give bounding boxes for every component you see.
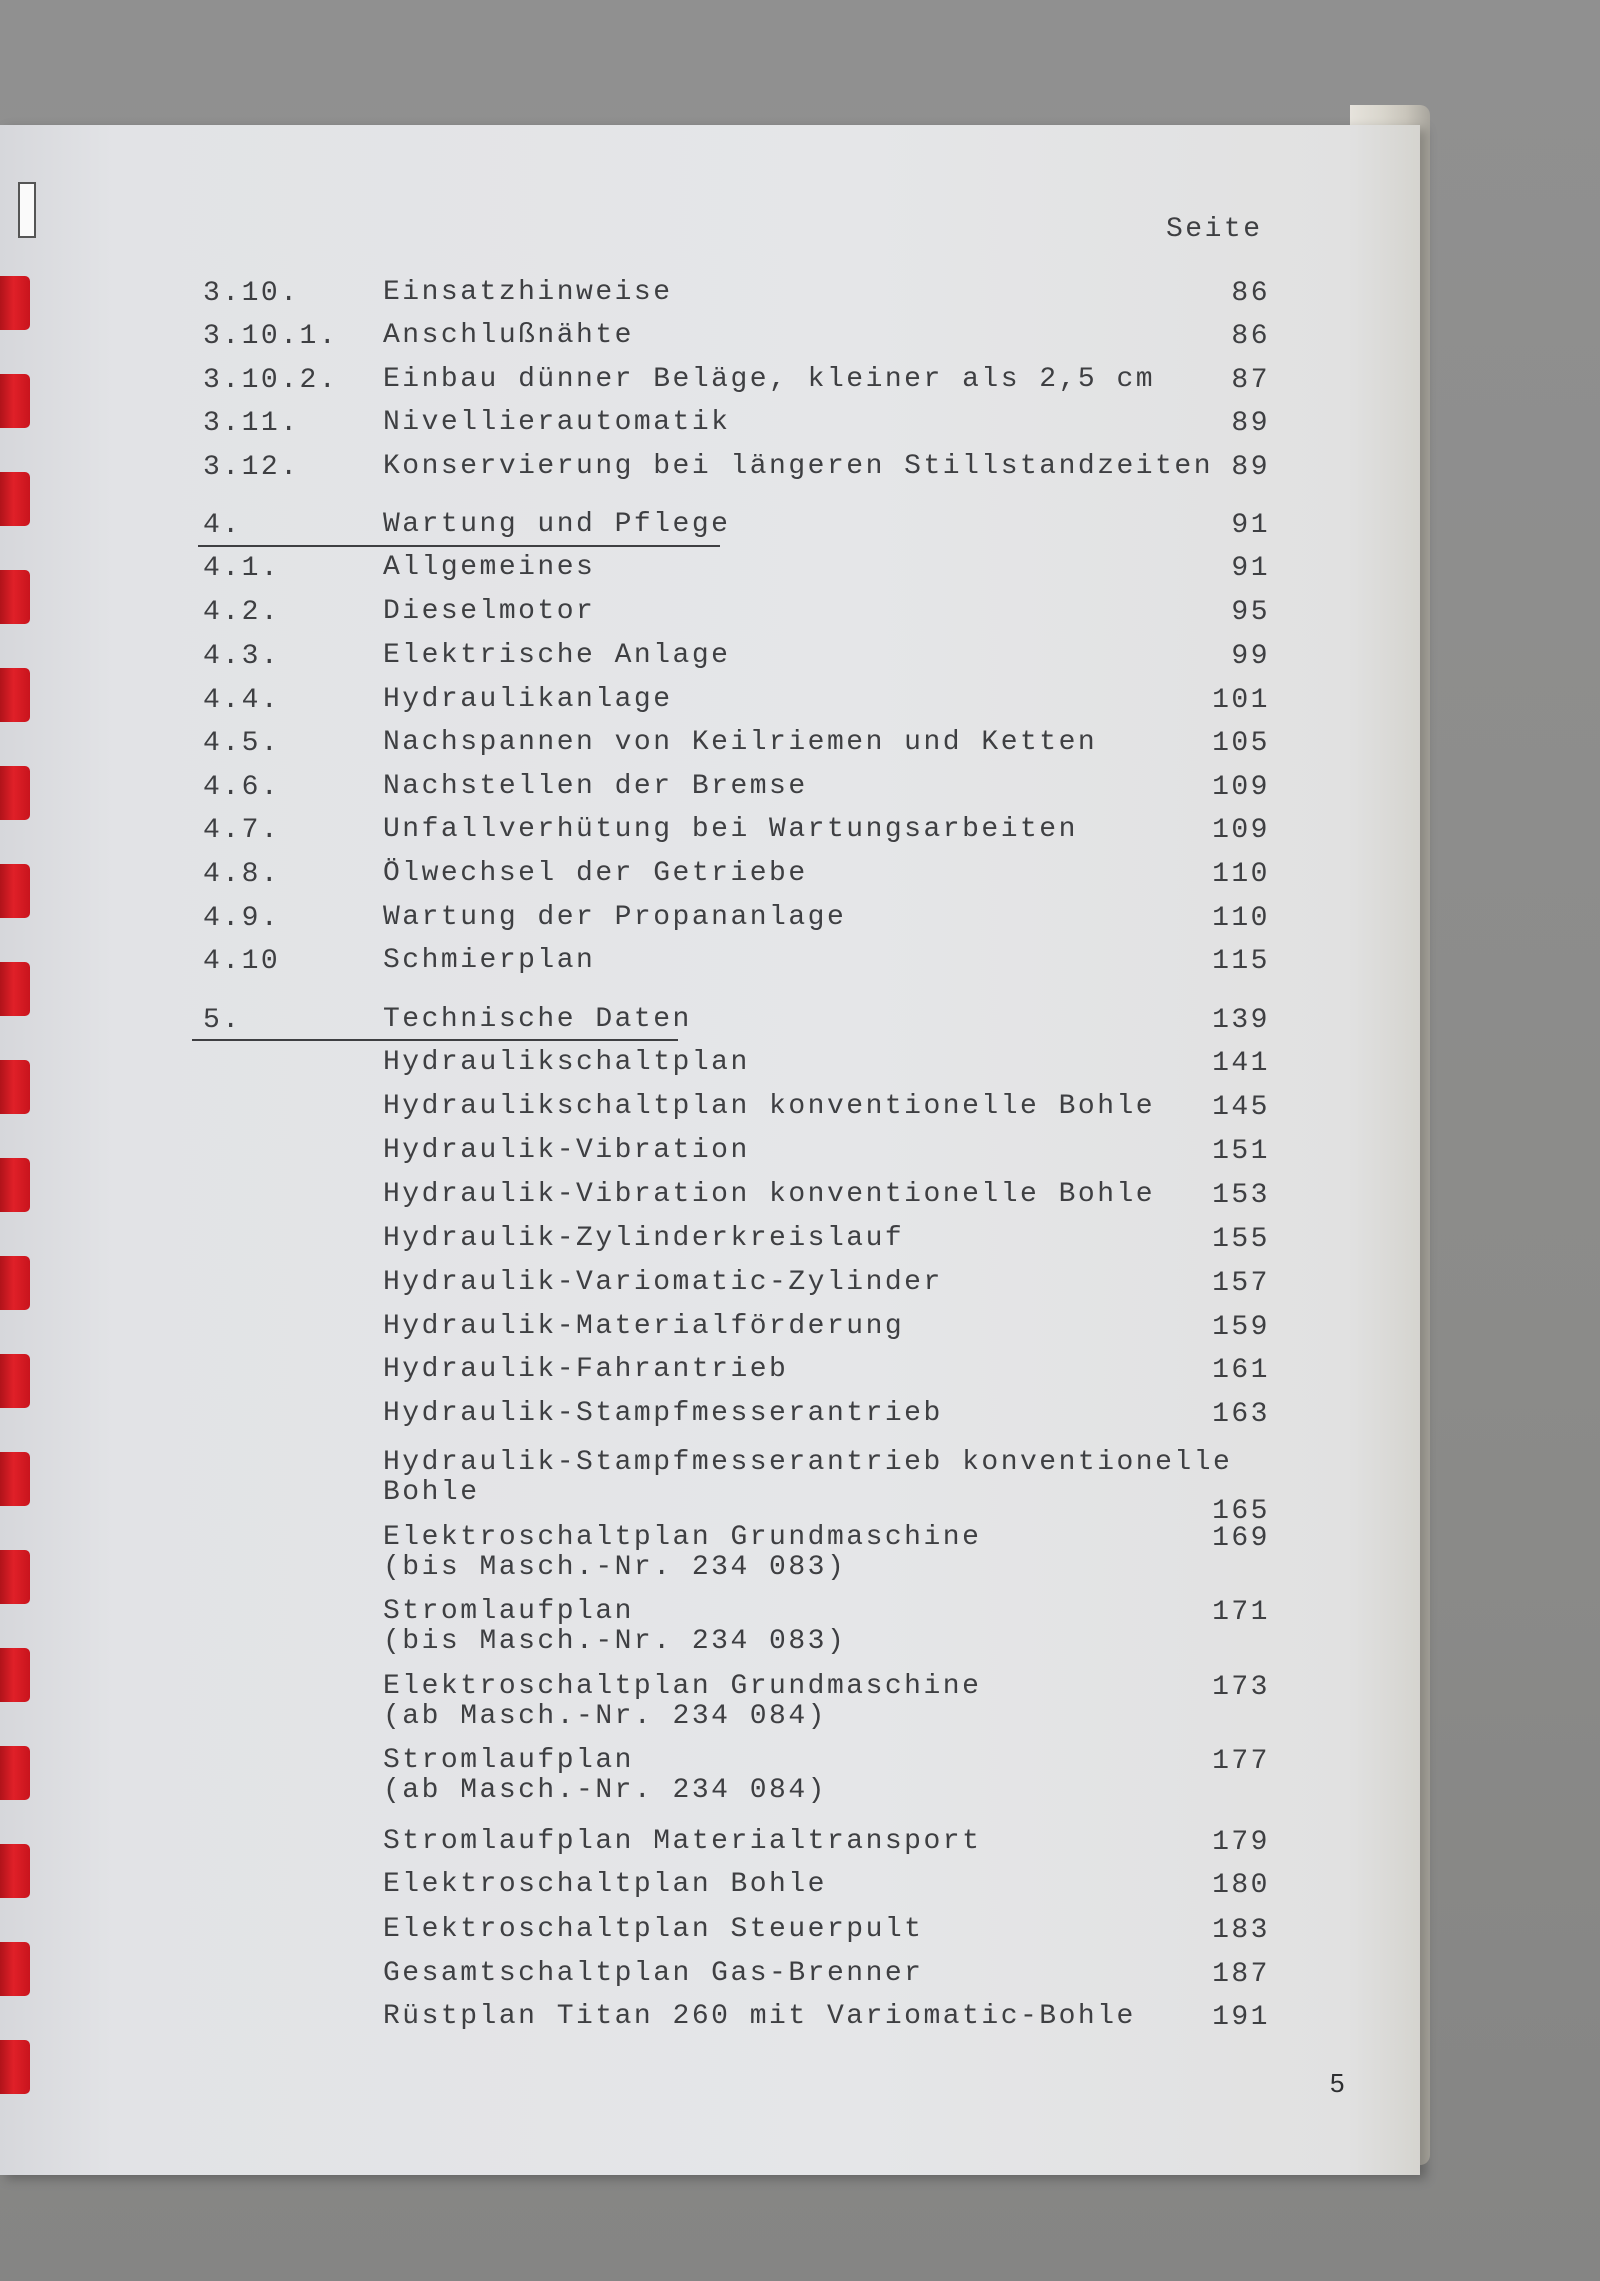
toc-entry-title: Stromlaufplan Materialtransport bbox=[383, 1826, 982, 1857]
toc-entry[interactable] bbox=[0, 1136, 1420, 1180]
toc-entry[interactable] bbox=[0, 1745, 1420, 1806]
toc-entry[interactable] bbox=[0, 1671, 1420, 1732]
toc-entry-page: 86 bbox=[1231, 278, 1270, 309]
toc-entry-number: 4.3. bbox=[203, 641, 281, 672]
toc-entry-title: Wartung und Pflege bbox=[383, 509, 731, 540]
toc-entry[interactable] bbox=[0, 553, 1420, 597]
toc-entry-number: 4.4. bbox=[203, 685, 281, 716]
toc-entry-page: 180 bbox=[1212, 1870, 1270, 1901]
toc-entry-title: Unfallverhütung bei Wartungsarbeiten bbox=[383, 814, 1078, 845]
toc-entry-number: 3.10.2. bbox=[203, 365, 339, 396]
toc-entry-title: Gesamtschaltplan Gas-Brenner bbox=[383, 1958, 924, 1989]
toc-entry[interactable] bbox=[0, 1870, 1420, 1914]
toc-entry[interactable] bbox=[0, 1522, 1420, 1583]
toc-entry[interactable] bbox=[0, 365, 1420, 409]
toc-entry-title: Elektroschaltplan Steuerpult bbox=[383, 1914, 924, 1945]
toc-entry-page: 109 bbox=[1212, 815, 1270, 846]
toc-entry[interactable] bbox=[0, 1915, 1420, 1959]
toc-entry-title: Ölwechsel der Getriebe bbox=[383, 858, 808, 889]
toc-entry[interactable] bbox=[0, 859, 1420, 903]
toc-entry[interactable] bbox=[0, 1048, 1420, 1092]
toc-entry-title: Allgemeines bbox=[383, 552, 596, 583]
toc-entry-title: Wartung der Propananlage bbox=[383, 902, 847, 933]
toc-entry-title: Hydraulik-Stampfmesserantrieb konventionelle Bohle bbox=[383, 1447, 1233, 1508]
toc-entry-title: Nachstellen der Bremse bbox=[383, 771, 808, 802]
toc-entry-title: Hydraulik-Variomatic-Zylinder bbox=[383, 1267, 943, 1298]
toc-entry-title: Hydraulik-Fahrantrieb bbox=[383, 1354, 789, 1385]
toc-entry-title: Einsatzhinweise bbox=[383, 277, 673, 308]
toc-entry-title: Hydraulik-Vibration konventionelle Bohle bbox=[383, 1179, 1156, 1210]
toc-entry[interactable] bbox=[0, 452, 1420, 496]
toc-entry-number: 3.12. bbox=[203, 452, 300, 483]
toc-entry[interactable] bbox=[0, 685, 1420, 729]
toc-entry-page: 139 bbox=[1212, 1005, 1270, 1036]
toc-entry-title: Hydraulikanlage bbox=[383, 684, 673, 715]
toc-entry-page: 109 bbox=[1212, 772, 1270, 803]
toc-entry-title: Stromlaufplan (ab Masch.-Nr. 234 084) bbox=[383, 1745, 827, 1806]
toc-entry[interactable] bbox=[0, 641, 1420, 685]
toc-entry[interactable] bbox=[0, 1596, 1420, 1657]
toc-entry-title: Konservierung bei längeren Stillstandzeiten bbox=[383, 451, 1214, 482]
toc-entry[interactable] bbox=[0, 1268, 1420, 1312]
toc-entry[interactable] bbox=[0, 1312, 1420, 1356]
toc-entry-page: 171 bbox=[1212, 1597, 1270, 1628]
toc-entry[interactable] bbox=[0, 1827, 1420, 1871]
toc-entry-page: 157 bbox=[1212, 1268, 1270, 1299]
toc-entry-page: 86 bbox=[1231, 321, 1270, 352]
toc-entry-title: Hydraulikschaltplan bbox=[383, 1047, 750, 1078]
toc-entry-page: 105 bbox=[1212, 728, 1270, 759]
toc-entry[interactable] bbox=[0, 946, 1420, 990]
toc-entry[interactable] bbox=[0, 2002, 1420, 2046]
toc-entry-page: 95 bbox=[1231, 597, 1270, 628]
page-column-header: Seite bbox=[1166, 214, 1263, 245]
toc-entry[interactable] bbox=[0, 1224, 1420, 1268]
toc-entry-title: Elektroschaltplan Bohle bbox=[383, 1869, 827, 1900]
toc-entry[interactable] bbox=[0, 772, 1420, 816]
toc-entry-page: 87 bbox=[1231, 365, 1270, 396]
toc-entry-title: Hydraulikschaltplan konventionelle Bohle bbox=[383, 1091, 1156, 1122]
toc-entry-page: 141 bbox=[1212, 1048, 1270, 1079]
toc-entry-title: Elektroschaltplan Grundmaschine (ab Masch.-Nr. 234 084) bbox=[383, 1671, 982, 1732]
toc-entry[interactable] bbox=[0, 1092, 1420, 1136]
toc-entry-page: 173 bbox=[1212, 1672, 1270, 1703]
toc-entry-page: 110 bbox=[1212, 859, 1270, 890]
toc-entry-title: Nivellierautomatik bbox=[383, 407, 731, 438]
toc-entry-number: 4.2. bbox=[203, 597, 281, 628]
toc-entry-page: 91 bbox=[1231, 510, 1270, 541]
toc-entry[interactable] bbox=[0, 1399, 1420, 1443]
toc-entry-title: Hydraulik-Vibration bbox=[383, 1135, 750, 1166]
toc-entry-title: Nachspannen von Keilriemen und Ketten bbox=[383, 727, 1098, 758]
toc-entry-page: 89 bbox=[1231, 452, 1270, 483]
toc-entry-number: 4.9. bbox=[203, 903, 281, 934]
toc-entry[interactable] bbox=[0, 1959, 1420, 2003]
toc-entry-number: 4.5. bbox=[203, 728, 281, 759]
toc-entry-page: 91 bbox=[1231, 553, 1270, 584]
section-underline bbox=[198, 545, 720, 547]
toc-entry[interactable] bbox=[0, 728, 1420, 772]
toc-entry-page: 145 bbox=[1212, 1092, 1270, 1123]
toc-entry-number: 5. bbox=[203, 1005, 242, 1036]
toc-entry-title: Einbau dünner Beläge, kleiner als 2,5 cm bbox=[383, 364, 1156, 395]
toc-entry-page: 163 bbox=[1212, 1399, 1270, 1430]
toc-entry[interactable] bbox=[0, 510, 1420, 554]
toc-entry-page: 191 bbox=[1212, 2002, 1270, 2033]
toc-entry-number: 3.10. bbox=[203, 278, 300, 309]
toc-entry[interactable] bbox=[0, 903, 1420, 947]
toc-entry-page: 179 bbox=[1212, 1827, 1270, 1858]
toc-entry-page: 151 bbox=[1212, 1136, 1270, 1167]
toc-entry[interactable] bbox=[0, 597, 1420, 641]
toc-entry-page: 169 bbox=[1212, 1523, 1270, 1554]
toc-entry[interactable] bbox=[0, 1180, 1420, 1224]
toc-entry[interactable] bbox=[0, 815, 1420, 859]
toc-entry-number: 4.6. bbox=[203, 772, 281, 803]
toc-entry-title: Elektrische Anlage bbox=[383, 640, 731, 671]
toc-entry-page: 101 bbox=[1212, 685, 1270, 716]
toc-entry[interactable] bbox=[0, 321, 1420, 365]
toc-entry-page: 177 bbox=[1212, 1746, 1270, 1777]
toc-entry-title: Rüstplan Titan 260 mit Variomatic-Bohle bbox=[383, 2001, 1136, 2032]
toc-entry[interactable] bbox=[0, 1005, 1420, 1049]
toc-entry-page: 89 bbox=[1231, 408, 1270, 439]
toc-entry-title: Technische Daten bbox=[383, 1004, 692, 1035]
toc-entry-title: Hydraulik-Stampfmesserantrieb bbox=[383, 1398, 943, 1429]
toc-entry-page: 183 bbox=[1212, 1915, 1270, 1946]
toc-entry-title: Elektroschaltplan Grundmaschine (bis Masch.-Nr. 234 083) bbox=[383, 1522, 982, 1583]
toc-entry-page: 159 bbox=[1212, 1312, 1270, 1343]
toc-entry-title: Anschlußnähte bbox=[383, 320, 634, 351]
toc-entry-page: 165 bbox=[1212, 1496, 1270, 1527]
toc-entry-page: 99 bbox=[1231, 641, 1270, 672]
toc-entry-number: 4. bbox=[203, 510, 242, 541]
toc-entry-title: Dieselmotor bbox=[383, 596, 596, 627]
toc-entry[interactable] bbox=[0, 1447, 1420, 1527]
toc-entry-number: 4.8. bbox=[203, 859, 281, 890]
toc-entry-title: Hydraulik-Materialförderung bbox=[383, 1311, 905, 1342]
toc-entry-page: 161 bbox=[1212, 1355, 1270, 1386]
toc-entry-title: Hydraulik-Zylinderkreislauf bbox=[383, 1223, 905, 1254]
toc-entry-number: 4.7. bbox=[203, 815, 281, 846]
toc-entry-page: 155 bbox=[1212, 1224, 1270, 1255]
toc-entry-title: Stromlaufplan (bis Masch.-Nr. 234 083) bbox=[383, 1596, 847, 1657]
toc-entry-page: 110 bbox=[1212, 903, 1270, 934]
toc-entry-page: 153 bbox=[1212, 1180, 1270, 1211]
toc-entry-number: 4.10 bbox=[203, 946, 281, 977]
toc-entry[interactable] bbox=[0, 278, 1420, 322]
toc-entry-title: Schmierplan bbox=[383, 945, 596, 976]
toc-entry[interactable] bbox=[0, 1355, 1420, 1399]
toc-entry-number: 4.1. bbox=[203, 553, 281, 584]
toc-entry[interactable] bbox=[0, 408, 1420, 452]
section-underline bbox=[192, 1039, 678, 1041]
toc-entry-page: 115 bbox=[1212, 946, 1270, 977]
toc-entry-page: 187 bbox=[1212, 1959, 1270, 1990]
toc-entry-number: 3.11. bbox=[203, 408, 300, 439]
toc-entry-number: 3.10.1. bbox=[203, 321, 339, 352]
page-folio-number: 5 bbox=[1330, 2068, 1345, 2098]
